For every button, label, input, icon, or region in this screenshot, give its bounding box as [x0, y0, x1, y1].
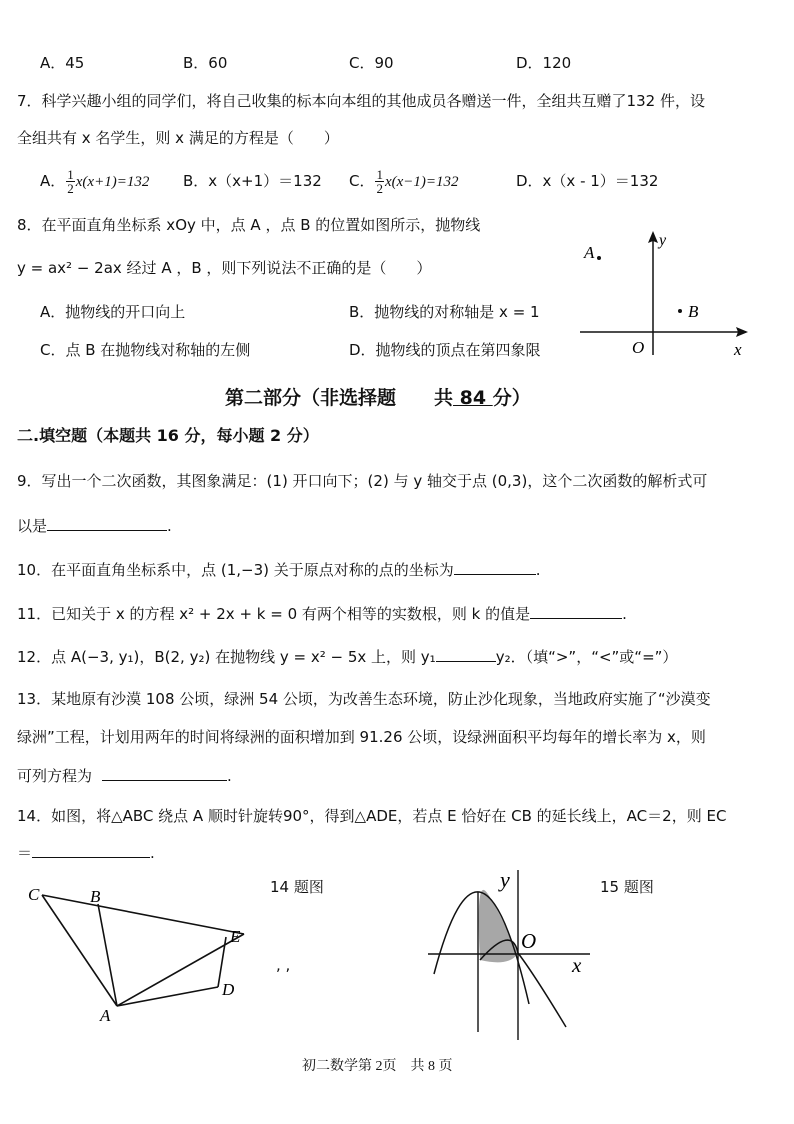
q8-figure — [576, 225, 756, 360]
q6-option-d: D．120 — [516, 54, 572, 72]
q13-answer-blank[interactable] — [102, 764, 227, 781]
fig14-caption: 14 题图 — [270, 878, 324, 896]
q7-line-2: 全组共有 x 名学生，则 x 满足的方程是（ ） — [17, 129, 339, 147]
fig14-label-b: B — [90, 887, 101, 906]
q8-line-1: 8．在平面直角坐标系 xOy 中，点 A ，点 B 的位置如图所示，抛物线 — [17, 216, 481, 234]
q8-label-a: A — [584, 243, 595, 262]
q14-line-1: 14．如图，将△ABC 绕点 A 顺时针旋转90°，得到△ADE，若点 E 恰好在 CB 的延长线上，AC＝2，则 EC — [17, 807, 727, 825]
q13-line-1: 13．某地原有沙漠 108 公顷，绿洲 54 公顷，为改善生态环境，防止沙化现象，当地政府实施了“沙漠变 — [17, 690, 711, 708]
q6-option-b: B．60 — [183, 54, 228, 72]
q7-option-b: B．x（x+1）＝132 — [183, 172, 322, 190]
fig15-label-x: x — [572, 953, 582, 977]
q12-answer-blank[interactable] — [436, 645, 496, 662]
fig14-label-a: A — [100, 1006, 111, 1025]
fig14-label-d: D — [222, 980, 235, 999]
q11-line: 11．已知关于 x 的方程 x² + 2x + k = 0 有两个相等的实数根，则 k 的值是 . — [17, 602, 627, 625]
q6-option-a: A．45 — [40, 54, 85, 72]
q10-line: 10．在平面直角坐标系中，点 (1,−3) 关于原点对称的点的坐标为 . — [17, 558, 541, 581]
q13-line-3: 可列方程为 . — [17, 764, 232, 787]
q8-line-2: y = ax² − 2ax 经过 A ，B ，则下列说法不正确的是（ ） — [17, 259, 432, 277]
q14-line-2: ＝ . — [17, 841, 155, 864]
q8-option-d: D．抛物线的顶点在第四象限 — [349, 341, 541, 359]
q7-line-1: 7．科学兴趣小组的同学们，将自己收集的标本向本组的其他成员各赠送一件，全组共互赠了132 件，设 — [17, 92, 705, 110]
q8-point-a — [597, 256, 601, 260]
q9-line-1: 9．写出一个二次函数，其图象满足：(1) 开口向下；(2) 与 y 轴交于点 (0,3)，这个二次函数的解析式可 — [17, 472, 708, 490]
q14-answer-blank[interactable] — [32, 841, 150, 858]
fig15-label-o: O — [521, 929, 537, 953]
q8-option-b: B．抛物线的对称轴是 x = 1 — [349, 303, 540, 321]
q7-option-a: A． $\frac{1}{2}$ x(x+1)=132 — [40, 167, 150, 196]
q7-option-d: D．x（x - 1）＝132 — [516, 172, 659, 190]
q8-point-b — [678, 309, 682, 313]
fig14-label-e: E — [230, 927, 241, 946]
q8-option-a: A．抛物线的开口向上 — [40, 303, 186, 321]
q9-line-2: 以是 . — [17, 514, 172, 537]
section-2-heading: 二.填空题（本题共 16 分，每小题 2 分） — [17, 426, 319, 445]
fig15-shaded-region — [479, 890, 518, 962]
q13-line-2: 绿洲”工程，计划用两年的时间将绿洲的面积增加到 91.26 公顷，设绿洲面积平均每年的增长率为 x，则 — [17, 728, 706, 746]
fig15-diagram — [422, 862, 602, 1042]
fig14-diagram — [26, 880, 256, 1025]
fig14-line-ca — [42, 895, 117, 1006]
q8-label-o: O — [632, 338, 645, 357]
q10-answer-blank[interactable] — [454, 558, 536, 575]
page-footer: 初二数学第 2页 共 8 页 — [302, 1059, 453, 1074]
q8-label-b: B — [688, 302, 699, 321]
q7-option-c: C． $\frac{1}{2}$ x(x−1)=132 — [349, 167, 459, 196]
q12-line: 12．点 A(−3, y₁)，B(2, y₂) 在抛物线 y = x² − 5x 上，则 y₁ y₂．（填“>”，“<”或“=”） — [17, 645, 677, 668]
stray-marks: , , — [276, 956, 291, 974]
q8-label-y: y — [659, 232, 667, 249]
q8-option-c: C．点 B 在抛物线对称轴的左侧 — [40, 341, 251, 359]
q8-label-x: x — [734, 340, 742, 359]
q9-answer-blank[interactable] — [47, 514, 167, 531]
fig14-line-ce — [42, 895, 244, 934]
q6-option-c: C．90 — [349, 54, 394, 72]
fig14-label-c: C — [28, 885, 40, 904]
fig15-label-y: y — [500, 867, 510, 892]
fig15-caption: 15 题图 — [600, 878, 654, 896]
part2-score: 84 — [453, 387, 493, 409]
part2-title: 第二部分（非选择题 共 84 分） — [225, 387, 531, 409]
q11-answer-blank[interactable] — [530, 602, 622, 619]
